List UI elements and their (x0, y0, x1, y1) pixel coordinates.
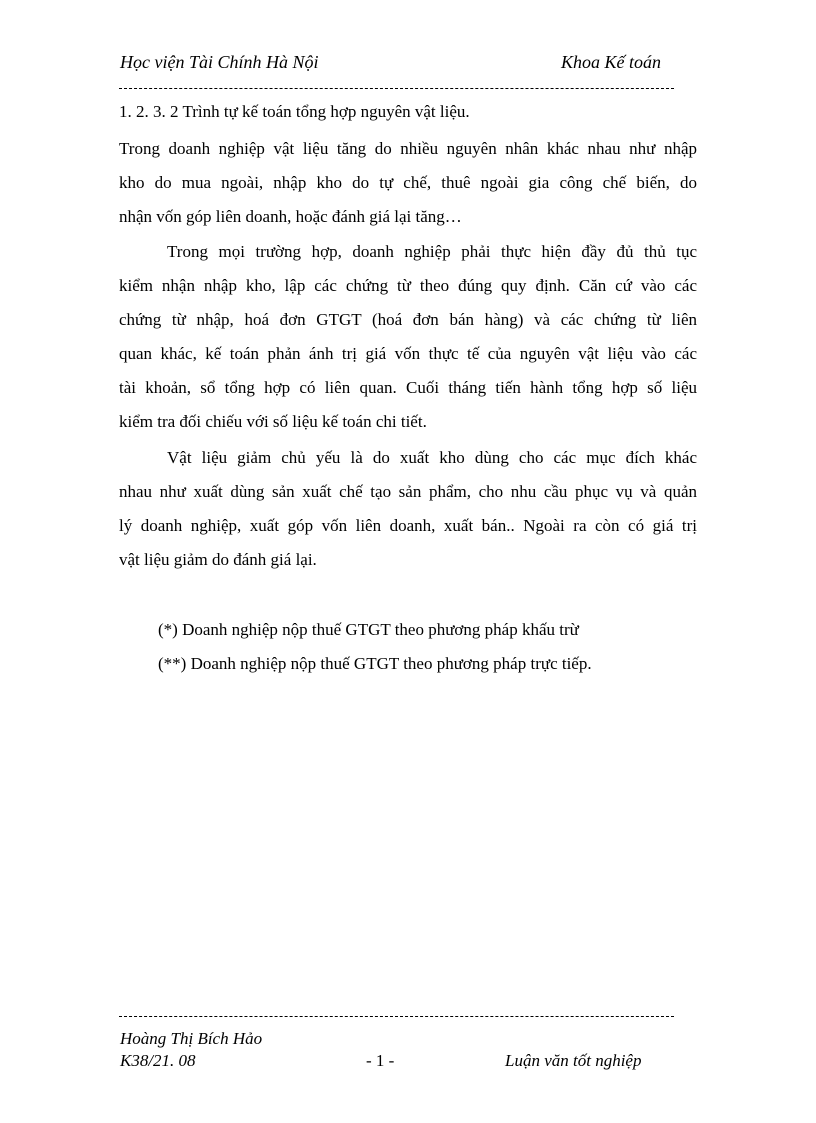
paragraph1-line: nhận vốn góp liên doanh, hoặc đánh giá lại tăng… (119, 207, 462, 226)
note-line: (**) Doanh nghiệp nộp thuế GTGT theo phương pháp trực tiếp. (158, 654, 592, 673)
header-department: Khoa Kế toán (561, 52, 662, 72)
footer-author: Hoàng Thị Bích Hảo (120, 1029, 263, 1048)
section-title: 1. 2. 3. 2 Trình tự kế toán tổng hợp nguyên vật liệu. (119, 102, 470, 121)
note-line: (*) Doanh nghiệp nộp thuế GTGT theo phương pháp khấu trừ (158, 620, 579, 639)
paragraph2-line: tài khoản, sổ tổng hợp có liên quan. Cuối tháng tiến hành tổng hợp số liệu (119, 378, 697, 397)
paragraph2-line: kiểm tra đối chiếu với số liệu kế toán chi tiết. (119, 412, 427, 431)
header-institution: Học viện Tài Chính Hà Nội (120, 52, 319, 72)
paragraph1-line: Trong doanh nghiệp vật liệu tăng do nhiều nguyên nhân khác nhau như nhập (119, 139, 697, 158)
paragraph2-line: kiểm nhận nhập kho, lập các chứng từ theo đúng quy định. Căn cứ vào các (119, 276, 697, 295)
page-number: - 1 - (366, 1051, 395, 1070)
paragraph1-line: kho do mua ngoài, nhập kho do tự chế, thuê ngoài gia công chế biến, do (119, 173, 697, 192)
paragraph3-line: nhau như xuất dùng sản xuất chế tạo sản phẩm, cho nhu cầu phục vụ và quản (119, 482, 697, 501)
paragraph3-line: Vật liệu giảm chủ yếu là do xuất kho dùng cho các mục đích khác (167, 448, 697, 467)
header-divider (119, 88, 674, 89)
paragraph3-line: vật liệu giảm do đánh giá lại. (119, 550, 317, 569)
paragraph3-line: lý doanh nghiệp, xuất góp vốn liên doanh, xuất bán.. Ngoài ra còn có giá trị (119, 516, 697, 535)
paragraph2-line: quan khác, kế toán phản ánh trị giá vốn thực tế của nguyên vật liệu vào các (119, 344, 697, 363)
footer-class-code: K38/21. 08 (120, 1051, 196, 1070)
paragraph2-line: chứng từ nhập, hoá đơn GTGT (hoá đơn bán hàng) và các chứng từ liên (119, 310, 697, 329)
paragraph2-line: Trong mọi trường hợp, doanh nghiệp phải thực hiện đầy đủ thủ tục (167, 242, 697, 261)
footer-divider (119, 1016, 674, 1017)
footer-doc-type: Luận văn tốt nghiệp (505, 1051, 642, 1070)
